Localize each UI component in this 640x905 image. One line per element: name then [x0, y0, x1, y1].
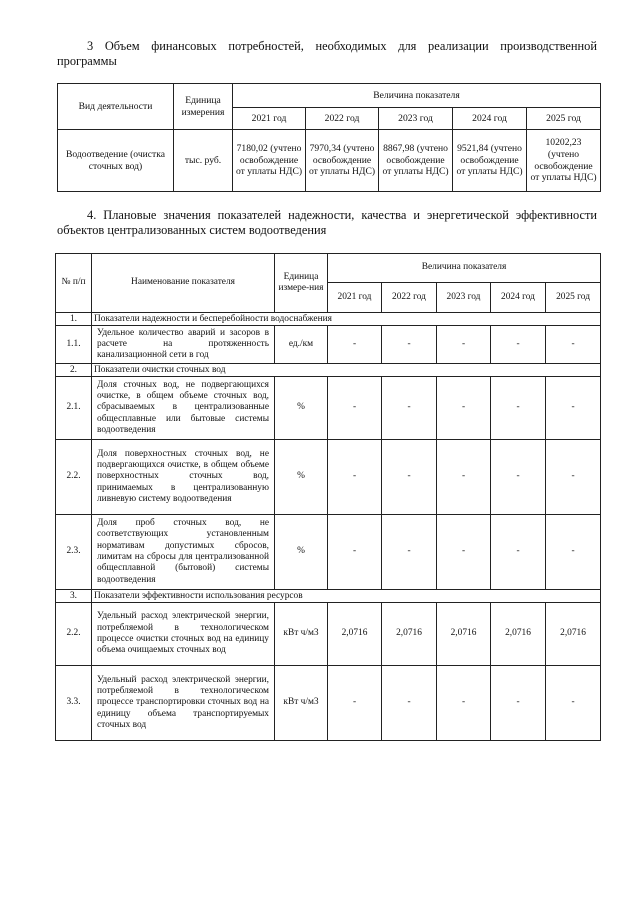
value-cell: 8867,98 (учтено освобождение от уплаты НДС) — [379, 130, 453, 192]
section-3-heading — [57, 39, 597, 69]
section-4-heading — [57, 208, 597, 238]
row-no: 2.2. — [56, 603, 92, 666]
table-row — [56, 440, 601, 515]
col-value-header: Величина показателя — [328, 254, 601, 283]
unit-cell: кВт ч/м3 — [275, 666, 328, 741]
year-header: 2024 год — [453, 108, 527, 130]
value-cell: - — [546, 326, 601, 364]
indicator-name: Доля поверхностных сточных вод, не подвергающихся очистке, в общем объеме поверхностных сточных вод, принимаемых в централизованную ливневую систему водоотведения — [92, 440, 275, 515]
value-cell: - — [437, 515, 491, 590]
value-cell: 9521,84 (учтено освобождение от уплаты НДС) — [453, 130, 527, 192]
value-cell: - — [546, 515, 601, 590]
value-cell: - — [382, 666, 437, 741]
value-cell: - — [491, 515, 546, 590]
unit-cell: % — [275, 515, 328, 590]
table-row — [56, 326, 601, 364]
value-cell: - — [437, 326, 491, 364]
section-no: 1. — [56, 313, 92, 326]
year-header: 2021 год — [233, 108, 306, 130]
value-cell: 2,0716 — [328, 603, 382, 666]
value-cell: - — [437, 666, 491, 741]
section-row — [56, 313, 601, 326]
value-cell: - — [328, 377, 382, 440]
value-cell: - — [546, 666, 601, 741]
row-no: 1.1. — [56, 326, 92, 364]
section-no: 3. — [56, 590, 92, 603]
col-unit-header: Единица измере-ния — [275, 254, 328, 313]
value-cell: - — [328, 666, 382, 741]
col-unit-header: Единица измерения — [174, 84, 233, 130]
section-4-heading-text: 4. Плановые значения показателей надежности, качества и энергетической эффективности объектов централизованных систем водоотведения — [57, 208, 597, 237]
table-row — [56, 666, 601, 741]
year-header: 2023 год — [379, 108, 453, 130]
value-cell: 7180,02 (учтено освобождение от уплаты НДС) — [233, 130, 306, 192]
indicator-name: Удельное количество аварий и засоров в расчете на протяженность канализационной сети в год — [92, 326, 275, 364]
section-3-heading-text: 3 Объем финансовых потребностей, необходимых для реализации производственной программы — [57, 39, 597, 68]
financial-needs-table — [57, 83, 601, 192]
indicator-name: Удельный расход электрической энергии, потребляемой в технологическом процессе транспортировки сточных вод на единицу объема транспортируемых сточных вод — [92, 666, 275, 741]
year-header: 2025 год — [527, 108, 601, 130]
value-cell: - — [437, 440, 491, 515]
activity-cell: Водоотведение (очистка сточных вод) — [58, 130, 174, 192]
section-row — [56, 590, 601, 603]
year-header: 2024 год — [491, 283, 546, 313]
value-cell: - — [382, 515, 437, 590]
value-cell: 2,0716 — [546, 603, 601, 666]
col-activity-header: Вид деятельности — [58, 84, 174, 130]
value-cell: 2,0716 — [437, 603, 491, 666]
row-no: 2.2. — [56, 440, 92, 515]
unit-cell: % — [275, 377, 328, 440]
row-no: 2.3. — [56, 515, 92, 590]
value-cell: 2,0716 — [491, 603, 546, 666]
value-cell: - — [546, 440, 601, 515]
col-no-header: № п/п — [56, 254, 92, 313]
value-cell: - — [437, 377, 491, 440]
table-row — [58, 130, 601, 192]
year-header: 2021 год — [328, 283, 382, 313]
value-cell: - — [491, 440, 546, 515]
unit-cell: тыс. руб. — [174, 130, 233, 192]
value-cell: - — [382, 377, 437, 440]
value-cell: - — [491, 666, 546, 741]
table-row — [56, 515, 601, 590]
section-no: 2. — [56, 364, 92, 377]
section-title: Показатели эффективности использования ресурсов — [92, 590, 601, 603]
indicators-table — [55, 253, 601, 741]
col-value-header: Величина показателя — [233, 84, 601, 108]
value-cell: 7970,34 (учтено освобождение от уплаты НДС) — [306, 130, 379, 192]
value-cell: - — [328, 515, 382, 590]
year-header: 2022 год — [382, 283, 437, 313]
col-name-header: Наименование показателя — [92, 254, 275, 313]
unit-cell: ед./км — [275, 326, 328, 364]
indicator-name: Доля сточных вод, не подвергающихся очистке, в общем объеме сточных вод, сбрасываемых в централизованные общесплавные или бытовые системы водоотведения — [92, 377, 275, 440]
indicator-name: Доля проб сточных вод, не соответствующих установленным нормативам допустимых сбросов, лимитам на сбросы для централизованной общесплавной (бытовой) системы водоотведения — [92, 515, 275, 590]
unit-cell: кВт ч/м3 — [275, 603, 328, 666]
year-header: 2025 год — [546, 283, 601, 313]
unit-cell: % — [275, 440, 328, 515]
value-cell: - — [491, 326, 546, 364]
section-row — [56, 364, 601, 377]
row-no: 2.1. — [56, 377, 92, 440]
row-no: 3.3. — [56, 666, 92, 741]
value-cell: - — [382, 326, 437, 364]
value-cell: - — [382, 440, 437, 515]
section-title: Показатели надежности и бесперебойности водоснабжения — [92, 313, 601, 326]
year-header: 2023 год — [437, 283, 491, 313]
value-cell: 2,0716 — [382, 603, 437, 666]
value-cell: - — [328, 440, 382, 515]
year-header: 2022 год — [306, 108, 379, 130]
table-row — [56, 377, 601, 440]
table-row — [56, 603, 601, 666]
value-cell: - — [491, 377, 546, 440]
value-cell: 10202,23 (учтено освобождение от уплаты НДС) — [527, 130, 601, 192]
value-cell: - — [546, 377, 601, 440]
value-cell: - — [328, 326, 382, 364]
section-title: Показатели очистки сточных вод — [92, 364, 601, 377]
indicator-name: Удельный расход электрической энергии, потребляемой в технологическом процессе очистки сточных вод на единицу объема очищаемых сточных вод — [92, 603, 275, 666]
